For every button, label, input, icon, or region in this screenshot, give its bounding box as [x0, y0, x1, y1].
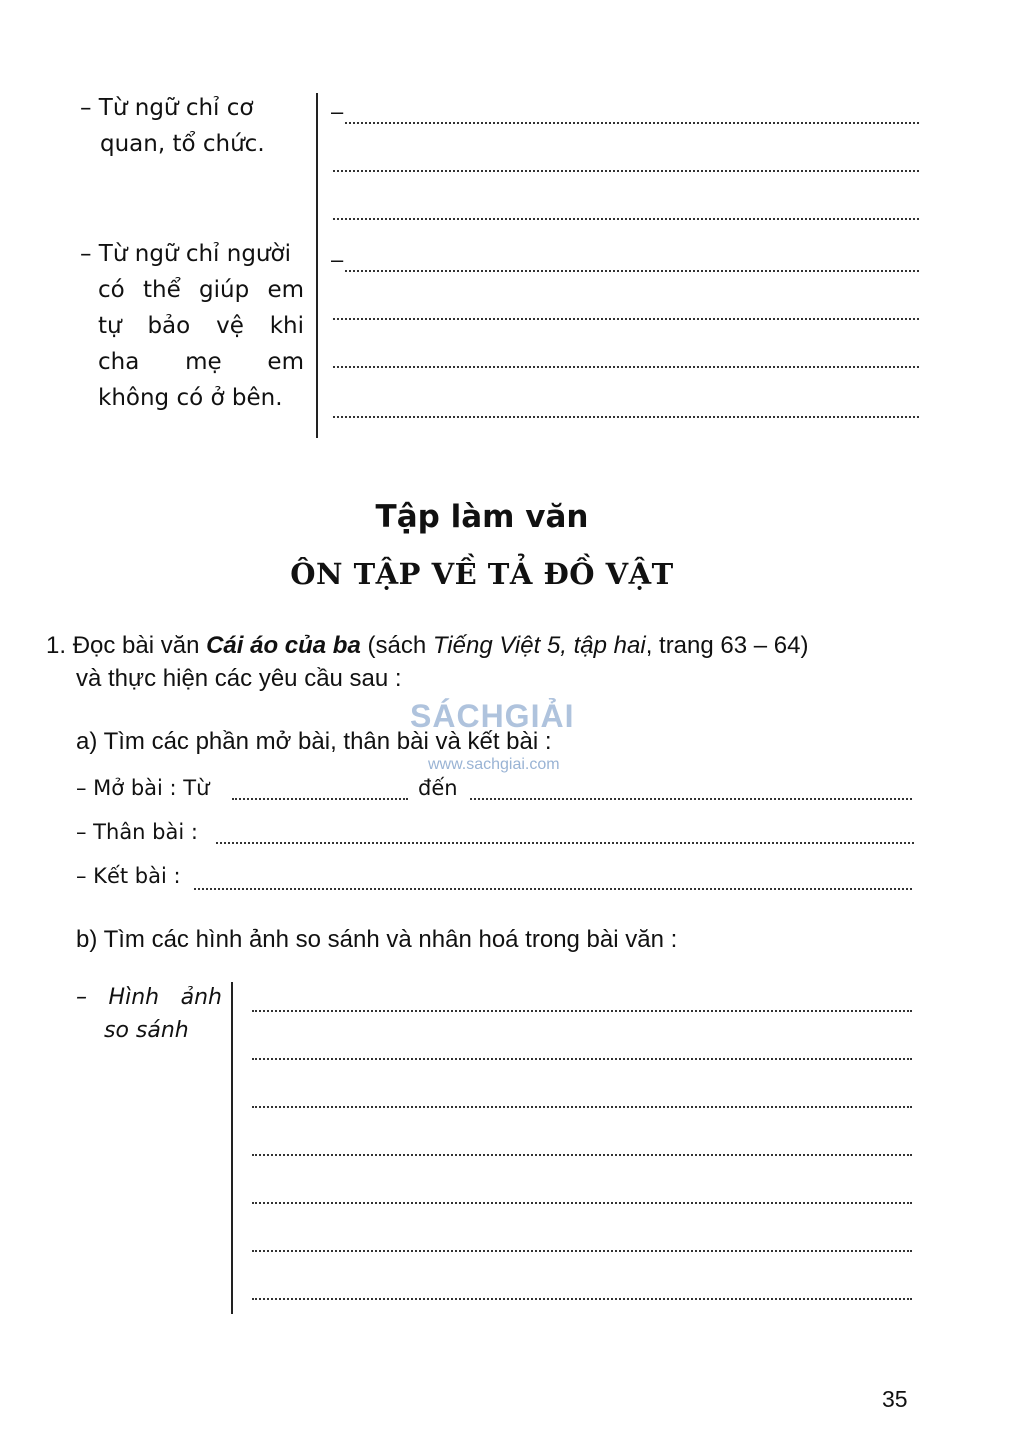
answer-line[interactable] [252, 1274, 912, 1300]
ket-bai-label: – Kết bài : [76, 864, 181, 888]
answer-line[interactable] [252, 1082, 912, 1108]
answer-line[interactable] [333, 194, 919, 220]
part-b-prompt: b) Tìm các hình ảnh so sánh và nhân hoá trong bài văn : [76, 926, 678, 953]
watermark-brand: SÁCHGIẢI [410, 698, 575, 734]
answer-line[interactable] [333, 392, 919, 418]
answer-line[interactable] [345, 98, 919, 124]
than-bai-label: – Thân bài : [76, 820, 198, 844]
exercise-1-line1 [46, 630, 808, 662]
answer-line[interactable] [333, 342, 919, 368]
ket-bai-line[interactable] [194, 864, 912, 890]
mo-bai-to-line[interactable] [470, 774, 912, 800]
item-nguoi-line5: không có ở bên. [98, 385, 283, 411]
watermark-url: www.sachgiai.com [428, 756, 560, 773]
mo-bai-from-line[interactable] [232, 774, 408, 800]
exercise-text-b: (sách [360, 632, 433, 659]
answer-line[interactable] [252, 1034, 912, 1060]
exercise-text-a: Đọc bài văn [72, 632, 207, 659]
answer-line[interactable] [333, 146, 919, 172]
item-nguoi-line2: có thể giúp em [98, 277, 304, 303]
answer-line[interactable] [252, 1130, 912, 1156]
column-divider-top [316, 93, 318, 438]
answer-line[interactable] [333, 294, 919, 320]
answer-line[interactable] [252, 1226, 912, 1252]
item-nguoi-line1: – Từ ngữ chỉ người [80, 241, 291, 267]
item-co-quan-line1: – Từ ngữ chỉ cơ [80, 95, 254, 121]
than-bai-line[interactable] [216, 818, 914, 844]
exercise-1-line2: và thực hiện các yêu cầu sau : [76, 665, 402, 692]
answer-line[interactable] [345, 246, 919, 272]
answer-line[interactable] [252, 1178, 912, 1204]
item-nguoi-line4: cha mẹ em [98, 349, 304, 375]
hinh-anh-label-line2: so sánh [104, 1018, 189, 1043]
answer-dash-2: – [331, 247, 344, 272]
section-subtitle: ÔN TẬP VỀ TẢ ĐỒ VẬT [290, 557, 674, 591]
item-nguoi-line3: tự bảo vệ khi [98, 313, 304, 339]
part-a-prompt: a) Tìm các phần mở bài, thân bài và kết bài : [76, 728, 552, 755]
exercise-text-c: , trang 63 – 64) [645, 632, 809, 659]
mo-bai-label: – Mở bài : Từ [76, 776, 210, 800]
column-divider-bottom [231, 982, 233, 1314]
answer-line[interactable] [252, 986, 912, 1012]
section-title: Tập làm văn [375, 499, 589, 535]
answer-dash-1: – [331, 99, 344, 124]
book-source: Tiếng Việt 5, tập hai [432, 632, 646, 659]
book-title: Cái áo của ba [206, 632, 361, 659]
den-label: đến [418, 776, 458, 800]
page-number: 35 [882, 1386, 908, 1412]
exercise-number: 1. [46, 632, 67, 659]
item-co-quan-line2: quan, tổ chức. [100, 131, 265, 157]
hinh-anh-label-line1: – Hình ảnh [76, 985, 222, 1010]
